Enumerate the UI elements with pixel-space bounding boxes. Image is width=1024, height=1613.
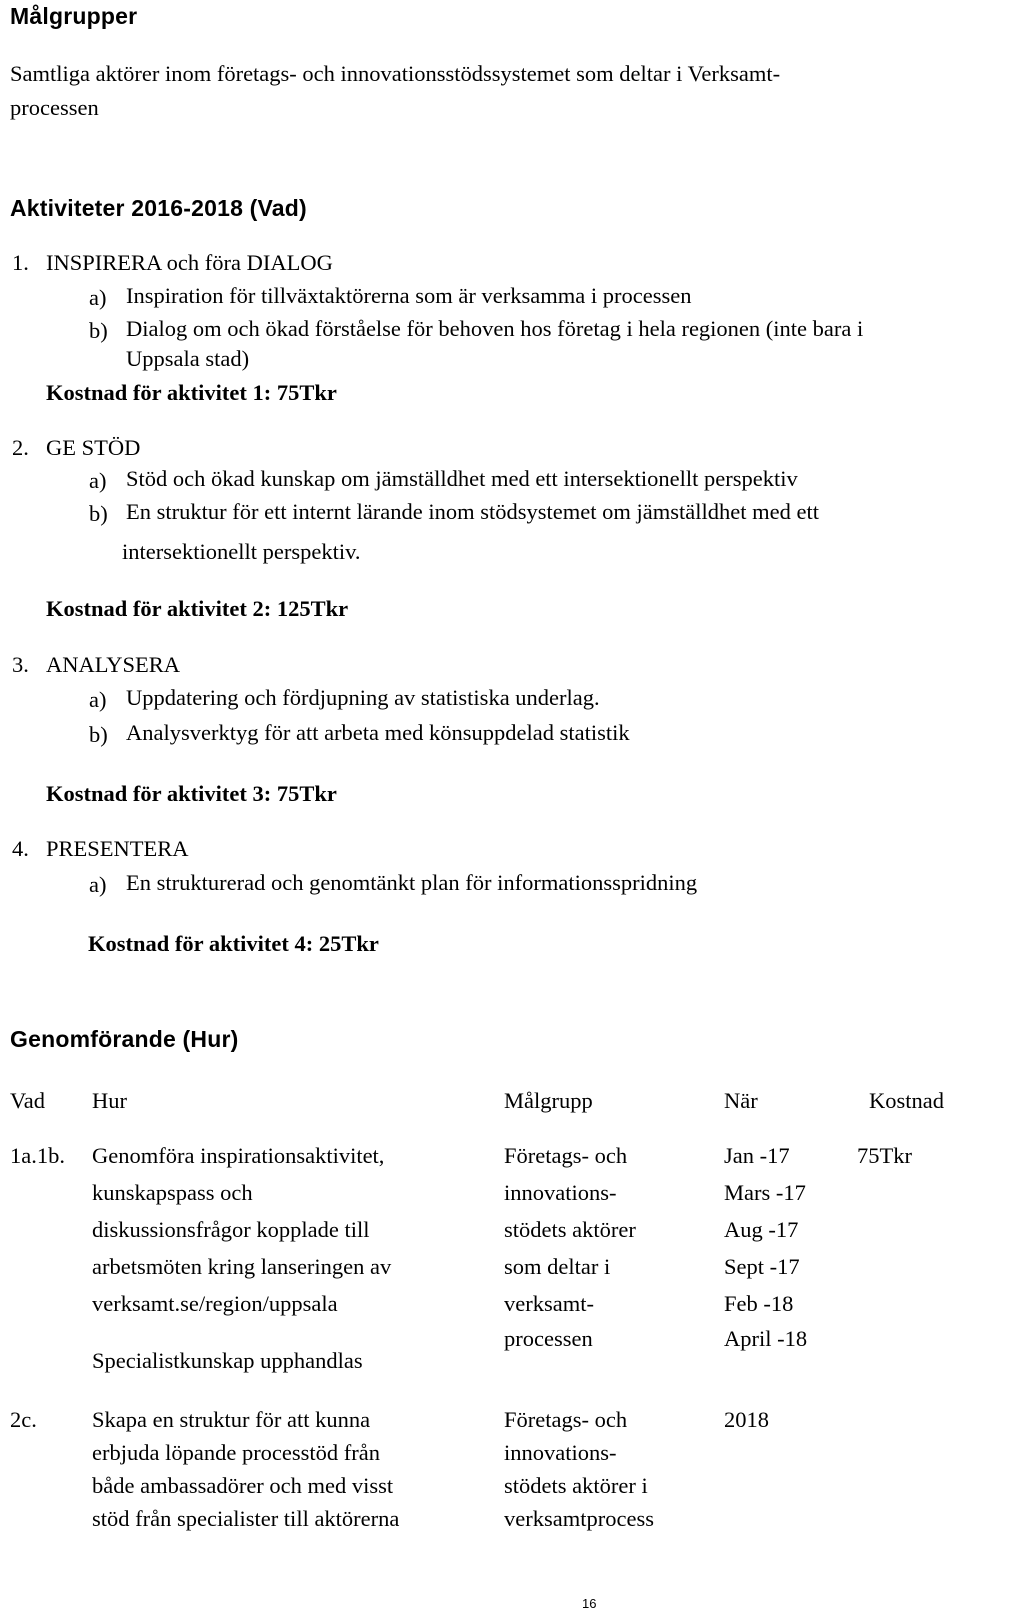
activity-2-cost: Kostnad för aktivitet 2: 125Tkr bbox=[46, 596, 349, 621]
row-1-hur-line4: arbetsmöten kring lanseringen av bbox=[92, 1254, 392, 1279]
activity-1b-text-line2: Uppsala stad) bbox=[126, 346, 250, 371]
row-2-hur-line3: både ambassadörer och med visst bbox=[92, 1473, 394, 1498]
activity-3-cost: Kostnad för aktivitet 3: 75Tkr bbox=[46, 781, 337, 806]
row-1-malgrupp-line2: innovations- bbox=[504, 1180, 617, 1205]
activity-2b-text-line2: intersektionellt perspektiv. bbox=[122, 539, 361, 564]
page-number: 16 bbox=[582, 1596, 597, 1611]
activity-1-cost: Kostnad för aktivitet 1: 75Tkr bbox=[46, 380, 337, 405]
activity-2-number: 2. bbox=[12, 435, 29, 460]
row-1-nar-line5: Feb -18 bbox=[724, 1291, 794, 1316]
row-1-nar-line6: April -18 bbox=[724, 1326, 808, 1351]
row-1-vad: 1a.1b. bbox=[10, 1143, 65, 1168]
activity-2b-letter: b) bbox=[89, 501, 108, 526]
row-2-vad: 2c. bbox=[10, 1407, 37, 1432]
activity-3-number: 3. bbox=[12, 652, 29, 677]
column-header-nar: När bbox=[724, 1088, 758, 1113]
row-1-hur-line3: diskussionsfrågor kopplade till bbox=[92, 1217, 370, 1242]
row-2-hur-line4: stöd från specialister till aktörerna bbox=[92, 1506, 400, 1531]
row-1-malgrupp-line6: processen bbox=[504, 1326, 593, 1351]
row-1-nar-line1: Jan -17 bbox=[724, 1143, 790, 1168]
row-2-hur-line1: Skapa en struktur för att kunna bbox=[92, 1407, 371, 1432]
activity-2a-text: Stöd och ökad kunskap om jämställdhet med ett intersektionellt perspektiv bbox=[126, 466, 798, 491]
activity-3a-letter: a) bbox=[89, 687, 107, 712]
activity-4a-letter: a) bbox=[89, 872, 107, 897]
row-2-malgrupp-line1: Företags- och bbox=[504, 1407, 628, 1432]
activity-1a-text: Inspiration för tillväxtaktörerna som är verksamma i processen bbox=[126, 283, 692, 308]
malgrupper-text-line2: processen bbox=[10, 95, 99, 120]
row-1-hur-line1: Genomföra inspirationsaktivitet, bbox=[92, 1143, 385, 1168]
activity-1-title: INSPIRERA och föra DIALOG bbox=[46, 250, 333, 275]
column-header-vad: Vad bbox=[10, 1088, 45, 1113]
activity-4-cost: Kostnad för aktivitet 4: 25Tkr bbox=[88, 931, 379, 956]
activity-2a-letter: a) bbox=[89, 468, 107, 493]
row-2-malgrupp-line4: verksamtprocess bbox=[504, 1506, 654, 1531]
activity-1-number: 1. bbox=[12, 250, 29, 275]
row-2-nar: 2018 bbox=[724, 1407, 769, 1432]
row-2-malgrupp-line2: innovations- bbox=[504, 1440, 617, 1465]
row-1-nar-line2: Mars -17 bbox=[724, 1180, 806, 1205]
activity-4a-text: En strukturerad och genomtänkt plan för informationsspridning bbox=[126, 870, 698, 895]
row-1-hur-extra: Specialistkunskap upphandlas bbox=[92, 1348, 363, 1373]
genomforande-heading: Genomförande (Hur) bbox=[10, 1026, 239, 1052]
activity-2-title: GE STÖD bbox=[46, 435, 141, 460]
row-1-malgrupp-line1: Företags- och bbox=[504, 1143, 628, 1168]
activity-1b-text-line1: Dialog om och ökad förståelse för behoven hos företag i hela regionen (inte bara i bbox=[126, 316, 864, 341]
activity-1a-letter: a) bbox=[89, 285, 107, 310]
activity-1b-letter: b) bbox=[89, 318, 108, 343]
activity-2b-text-line1: En struktur för ett internt lärande inom stödsystemet om jämställdhet med ett bbox=[126, 499, 819, 524]
row-1-malgrupp-line5: verksamt- bbox=[504, 1291, 594, 1316]
aktiviteter-heading: Aktiviteter 2016-2018 (Vad) bbox=[10, 195, 307, 221]
row-1-nar-line4: Sept -17 bbox=[724, 1254, 800, 1279]
activity-3a-text: Uppdatering och fördjupning av statistiska underlag. bbox=[126, 685, 600, 710]
malgrupper-heading: Målgrupper bbox=[10, 3, 138, 29]
activity-4-title: PRESENTERA bbox=[46, 836, 189, 861]
row-1-nar-line3: Aug -17 bbox=[724, 1217, 799, 1242]
row-2-hur-line2: erbjuda löpande processtöd från bbox=[92, 1440, 381, 1465]
row-1-hur-line5: verksamt.se/region/uppsala bbox=[92, 1291, 338, 1316]
row-2-malgrupp-line3: stödets aktörer i bbox=[504, 1473, 648, 1498]
row-1-hur-line2: kunskapspass och bbox=[92, 1180, 253, 1205]
column-header-malgrupp: Målgrupp bbox=[504, 1088, 593, 1113]
row-1-malgrupp-line4: som deltar i bbox=[504, 1254, 611, 1279]
malgrupper-text-line1: Samtliga aktörer inom företags- och innovationsstödssystemet som deltar i Verksamt- bbox=[10, 61, 781, 86]
activity-3b-text: Analysverktyg för att arbeta med könsuppdelad statistik bbox=[126, 720, 630, 745]
row-1-kostnad: 75Tkr bbox=[857, 1143, 912, 1168]
column-header-kostnad: Kostnad bbox=[869, 1088, 944, 1113]
activity-4-number: 4. bbox=[12, 836, 29, 861]
column-header-hur: Hur bbox=[92, 1088, 127, 1113]
activity-3b-letter: b) bbox=[89, 722, 108, 747]
row-1-malgrupp-line3: stödets aktörer bbox=[504, 1217, 636, 1242]
activity-3-title: ANALYSERA bbox=[46, 652, 181, 677]
